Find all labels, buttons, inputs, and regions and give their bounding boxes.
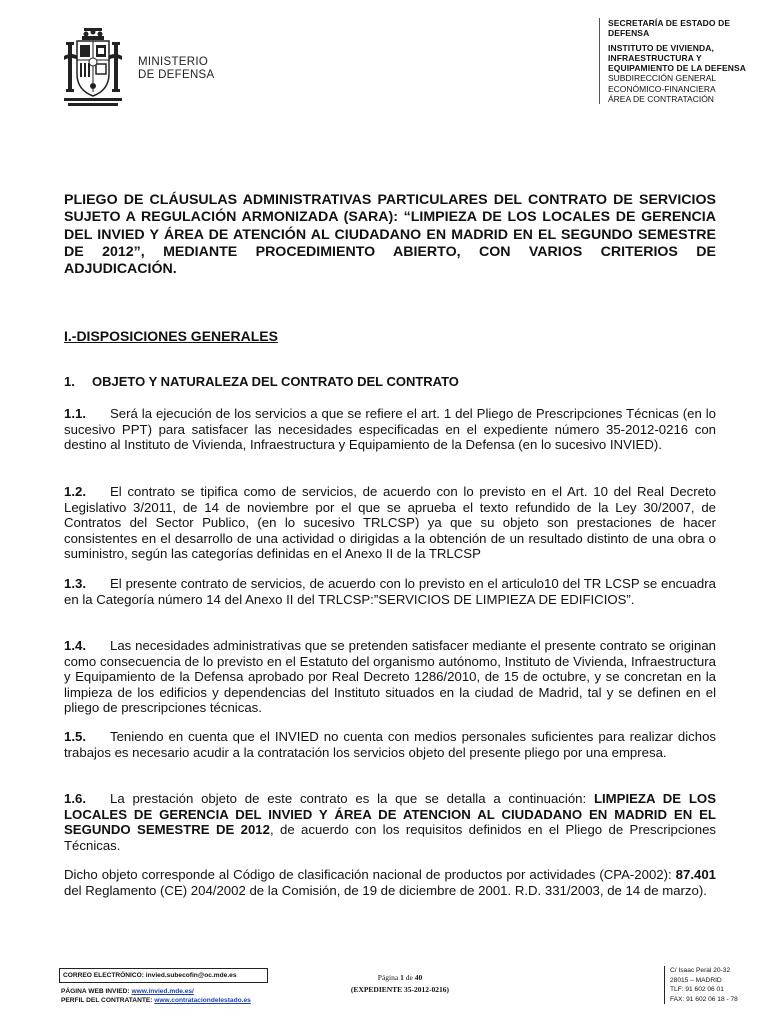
paragraph-text: La prestación objeto de este contrato es la que se detalla a continuación:: [110, 791, 594, 806]
paragraph-cpa: [64, 867, 716, 898]
paragraph-1-6: [64, 791, 716, 853]
ministry-line1: MINISTERIO: [138, 56, 209, 68]
page-total: 40: [414, 973, 423, 982]
web-label: PÁGINA WEB INVIED:: [61, 988, 132, 995]
paragraph-number: 1.2.: [64, 484, 86, 499]
address-line2: 28015 – MADRID: [670, 976, 722, 984]
paragraph-number: 1.1.: [64, 406, 86, 421]
page-number: [320, 972, 480, 984]
paragraph-number: 1.5.: [64, 729, 86, 744]
page-current: 1: [400, 973, 404, 982]
ministry-line2: DE DEFENSA: [138, 69, 215, 81]
paragraph-number: 1.4.: [64, 638, 86, 653]
area-label: ÁREA DE CONTRATACIÓN: [608, 94, 714, 105]
phone-number: TLF: 91 602 06 01: [670, 986, 724, 994]
address-line1: C/ Isaac Peral 20-32: [670, 967, 731, 974]
paragraph-bold-text: 87.401: [675, 867, 716, 882]
paragraph-1-3: [64, 576, 716, 607]
clause-number: 1.: [64, 374, 75, 389]
fax-number: FAX: 91 602 06 18 - 78: [670, 995, 738, 1003]
footer-web-links: [61, 987, 251, 1005]
paragraph-1-2: [64, 484, 716, 562]
clause-title: OBJETO Y NATURALEZA DEL CONTRATO DEL CONTRATO: [92, 374, 459, 389]
paragraph-text-after: del Reglamento (CE) 204/2002 de la Comisión, de 19 de diciembre de 2001. R.D. 331/2003, de 14 de marzo).: [64, 882, 707, 898]
department-header: [599, 18, 750, 104]
paragraph-1-4: [64, 638, 716, 716]
page-info: [320, 972, 480, 996]
footer-email: CORREO ELECTRÓNICO: invied.subecofin@oc.mde.es: [59, 968, 268, 983]
paragraph-text: Dicho objeto corresponde al Código de clasificación nacional de productos por actividades (CPA-2002):: [64, 867, 676, 882]
paragraph-text: Teniendo en cuenta que el INVIED no cuenta con medios personales suficientes para realizar dichos trabajos es necesario acudir a la contratación los servicios objeto del presente pliego por una empresa.: [64, 729, 716, 760]
document-title: PLIEGO DE CLÁUSULAS ADMINISTRATIVAS PARTICULARES DEL CONTRATO DE SERVICIOS SUJETO A REGULACIÓN ARMONIZADA (SARA): “LIMPIEZA DE LOS LOCALES DE GERENCIA DEL INVIED Y ÁREA DE ATENCIÓN AL CIUDADANO EN MADRID EN EL SEGUNDO SEMESTRE DE 2012”, MEDIANTE PROCEDIMIENTO ABIERTO, CON VARIOS CRITERIOS DE ADJUDICACIÓN.: [64, 192, 716, 278]
paragraph-text-after: , de acuerdo con los requisitos definidos en el Pliego de Prescripciones Técnicas.: [64, 822, 717, 853]
ministry-name: [138, 56, 215, 82]
perfil-label: PERFIL DEL CONTRATANTE:: [61, 997, 155, 1004]
footer-address: [664, 966, 738, 1004]
page-word: Página: [377, 973, 401, 982]
perfil-link[interactable]: www.contrataciondelestado.es: [154, 997, 251, 1004]
page-of: de: [403, 973, 415, 982]
paragraph-text: Será la ejecución de los servicios a que se refiere el art. 1 del Pliego de Prescripciones Técnicas (en lo sucesivo PPT) para satisfacer las necesidades especificadas en el expediente número 35-2012-0216 con destino al Instituto de Vivienda, Infraestructura y Equipamiento de la Defensa (en lo sucesivo INVIED).: [64, 406, 716, 453]
coat-of-arms-logo: [62, 26, 124, 108]
paragraph-text: El presente contrato de servicios, de acuerdo con lo previsto en el articulo10 del TR LCSP se encuadra en la Categoría número 14 del Anexo II del TRLCSP:”SERVICIOS DE LIMPIEZA DE EDIFICIOS”.: [64, 576, 716, 607]
paragraph-text: Las necesidades administrativas que se pretenden satisfacer mediante el presente contrato se originan como consecuencia de lo previsto en el Estatuto del organismo autónomo, Instituto de Vivienda, Infraestructura y Equipamiento de la Defensa aprobado por Real Decreto 1286/2010, de 15 de octubre, y se concretan en la limpieza de los edificios y dependencias del Instituto situados en la ciudad de Madrid, tal y se definen en el pliego de prescripciones técnicas.: [64, 638, 716, 716]
paragraph-number: 1.6.: [64, 791, 86, 806]
paragraph-bold-text: LIMPIEZA DE LOS LOCALES DE GERENCIA DEL INVIED Y ÁREA DE ATENCION AL CIUDADANO EN MADRID EN EL SEGUNDO SEMESTRE DE 2012: [64, 791, 716, 838]
expediente-number: (EXPEDIENTE 35-2012-0216): [350, 985, 450, 994]
section-heading: I.-DISPOSICIONES GENERALES: [64, 328, 278, 344]
subdireccion-label: SUBDIRECCIÓN GENERAL ECONÓMICO-FINANCIERA: [608, 73, 716, 94]
paragraph-text: El contrato se tipifica como de servicios, de acuerdo con lo previsto en el Art. 10 del Real Decreto Legislativo 3/2011, de 14 de noviembre por el que se aprueba el texto refundido de la Ley 30/2007, de Contratos del Sector Publico, (en lo sucesivo TRLCSP) ya que su objeto son prestaciones de hacer consistentes en el desarrollo de una actividad o dirigidas a la obtención de un resultado distinto de una obra o suministro, según las categorías definidas en el Anexo II de la TRLCSP: [64, 484, 716, 562]
paragraph-1-1: [64, 406, 716, 453]
web-link[interactable]: www.invied.mde.es/: [131, 988, 194, 995]
paragraph-1-5: [64, 729, 716, 760]
paragraph-number: 1.3.: [64, 576, 86, 591]
instituto-label: INSTITUTO DE VIVIENDA, INFRAESTRUCTURA Y EQUIPAMIENTO DE LA DEFENSA: [608, 42, 746, 74]
clause-heading: [64, 374, 459, 389]
secretaria-label: SECRETARÍA DE ESTADO DE DEFENSA: [608, 18, 731, 39]
